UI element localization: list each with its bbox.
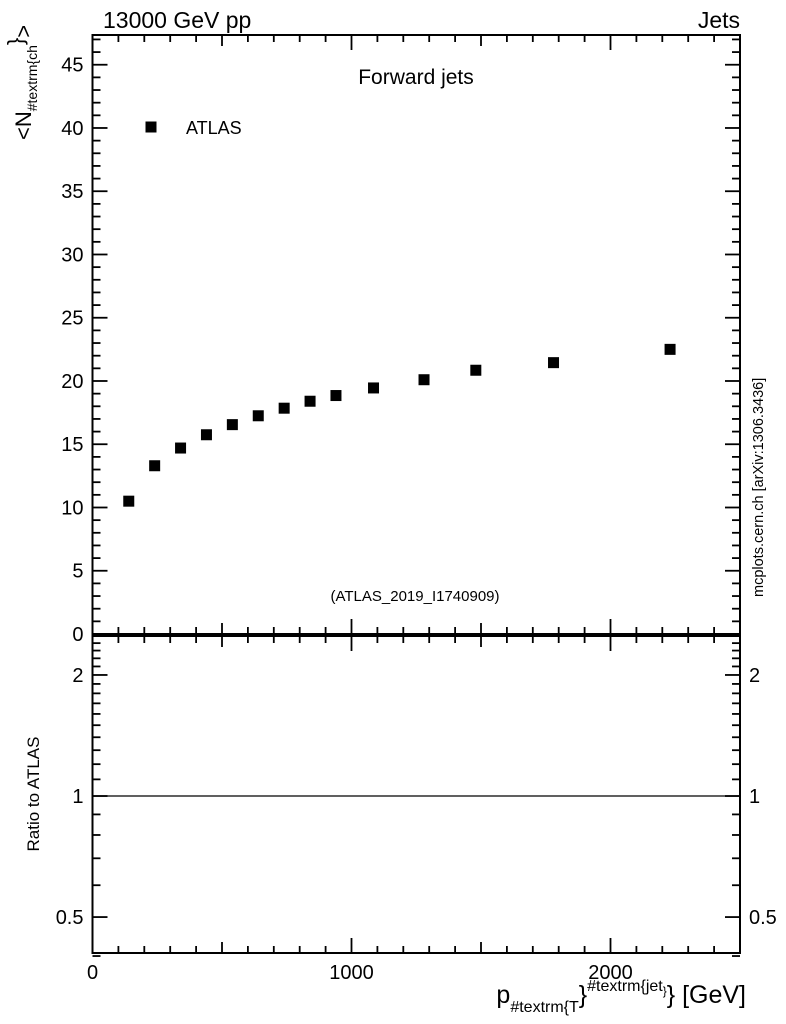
data-series-atlas — [123, 344, 675, 507]
x-axis-label — [496, 978, 746, 1016]
label-fragment: } — [666, 981, 676, 1009]
data-point — [470, 365, 481, 376]
main-y-tick-label: 40 — [61, 117, 84, 140]
data-point — [123, 496, 134, 507]
label-fragment: #textrm{ch — [24, 45, 40, 112]
main-y-axis-label — [3, 25, 40, 140]
x-tick-label: 0 — [86, 962, 99, 984]
main-y-tick-label: 20 — [61, 370, 84, 393]
main-y-tick-label: 35 — [61, 181, 84, 204]
data-point — [305, 396, 316, 407]
data-point — [330, 390, 341, 401]
label-fragment: <N — [11, 111, 36, 140]
ratio-y-tick-label-right: 0.5 — [749, 907, 777, 930]
main-y-tick-label: 15 — [61, 434, 84, 457]
data-point — [149, 460, 160, 471]
data-point — [253, 410, 264, 421]
label-fragment: p — [496, 981, 511, 1009]
ratio-y-tick-label-right: 1 — [749, 786, 761, 809]
label-fragment: #textrm{jet — [587, 978, 663, 995]
data-point — [279, 403, 290, 414]
legend-marker-square-icon — [146, 122, 157, 133]
ratio-y-tick-label-left: 1 — [72, 786, 84, 809]
data-point — [368, 382, 379, 393]
label-fragment: > — [11, 24, 36, 38]
data-point — [201, 429, 212, 440]
ratio-y-tick-label-right: 2 — [749, 664, 761, 687]
label-fragment: } — [662, 984, 667, 998]
header-analysis-group: Jets — [697, 7, 740, 33]
main-y-tick-label: 25 — [61, 307, 84, 330]
legend-label: ATLAS — [186, 118, 242, 138]
main-y-tick-label: 0 — [72, 624, 84, 646]
data-point — [175, 443, 186, 454]
main-y-tick-label: 10 — [61, 497, 84, 520]
plot-title: Forward jets — [358, 66, 474, 89]
data-point — [419, 374, 430, 385]
legend — [146, 118, 242, 138]
ratio-y-axis-label: Ratio to ATLAS — [24, 736, 43, 852]
label-fragment: } — [3, 37, 28, 46]
main-panel-layer — [61, 35, 740, 646]
analysis-watermark: (ATLAS_2019_I1740909) — [330, 588, 500, 605]
main-y-tick-label: 30 — [61, 244, 84, 267]
data-point — [665, 344, 676, 355]
data-point — [227, 419, 238, 430]
ratio-plot-frame — [93, 636, 741, 953]
main-y-tick-label: 5 — [72, 560, 84, 583]
ratio-y-tick-label-left: 0.5 — [55, 907, 84, 930]
label-fragment: #textrm{T — [510, 999, 579, 1016]
label-fragment: } — [578, 981, 588, 1009]
ratio-y-tick-label-left: 2 — [72, 664, 84, 687]
main-y-tick-label: 45 — [61, 54, 84, 77]
x-tick-label: 2000 — [588, 962, 633, 984]
x-tick-label: 1000 — [329, 962, 374, 984]
mcplots-citation: mcplots.cern.ch [arXiv:1306.3436] — [751, 377, 767, 597]
data-point — [548, 357, 559, 368]
label-fragment: [GeV] — [675, 981, 746, 1009]
header-beam-energy: 13000 GeV pp — [103, 7, 252, 33]
